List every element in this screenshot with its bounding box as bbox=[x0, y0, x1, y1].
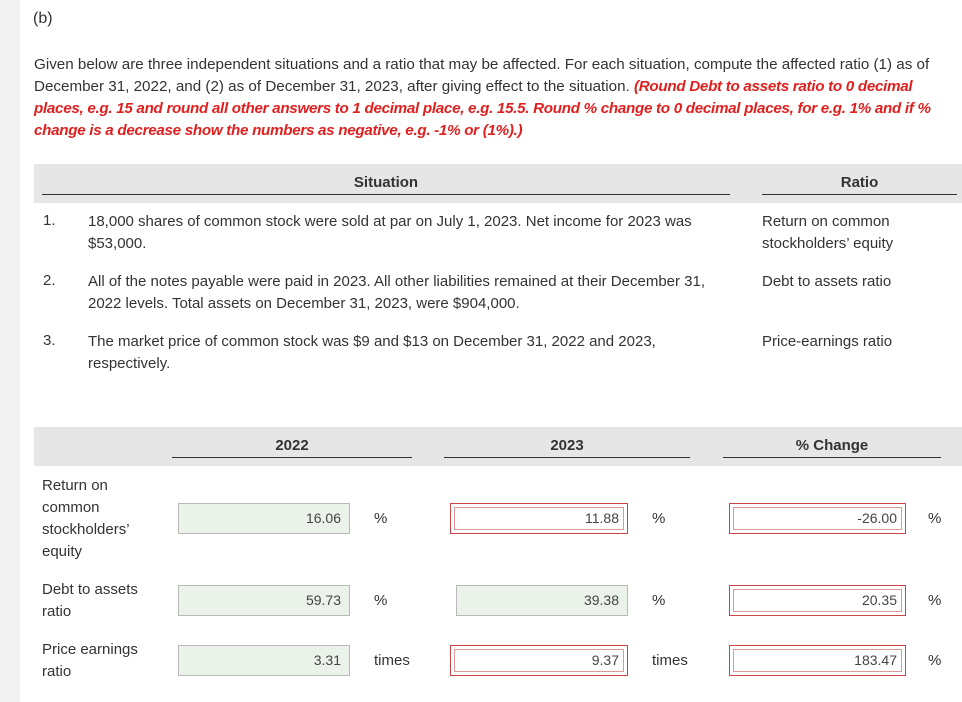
pe-2023-unit: times bbox=[652, 652, 688, 669]
pe-2023-input[interactable]: 9.37 bbox=[450, 645, 628, 676]
roe-2022-input[interactable]: 16.06 bbox=[178, 503, 350, 534]
roe-2022-unit: % bbox=[374, 510, 388, 527]
pe-change-input[interactable]: 183.47 bbox=[729, 645, 906, 676]
ratio-header: Ratio bbox=[840, 174, 879, 191]
instructions-text: Given below are three independent situations and a ratio that may be affected. For each situation, compute the affected ratio (1) as of December 31, 2022, and (2) as of December 31, 2023, after giving effect to the situation. bbox=[34, 56, 930, 95]
situation-header-underline bbox=[42, 194, 730, 195]
roe-change-input[interactable]: -26.00 bbox=[729, 503, 906, 534]
situation-text: The market price of common stock was $9 and $13 on December 31, 2022 and 2023, respectively. bbox=[88, 333, 656, 372]
instructions bbox=[34, 54, 960, 142]
situation-number: 1. bbox=[43, 212, 56, 229]
situation-ratio: Debt to assets ratio bbox=[762, 273, 892, 290]
situation-header: Situation bbox=[353, 174, 419, 191]
year-2023-underline bbox=[444, 457, 690, 458]
situation-number: 3. bbox=[43, 332, 56, 349]
pe-change-unit: % bbox=[928, 652, 942, 669]
debt-2023-input[interactable]: 39.38 bbox=[456, 585, 628, 616]
debt-change-unit: % bbox=[928, 592, 942, 609]
row-label-price-earnings: Price earnings ratio bbox=[42, 641, 138, 680]
situation-text: All of the notes payable were paid in 2023. All other liabilities remained at their December 31, 2022 levels. Total assets on December 31, 2023, were $904,000. bbox=[88, 273, 706, 312]
row-label-return-on-equity: Return on common stockholders’ equity bbox=[42, 477, 129, 560]
ratio-header-underline bbox=[762, 194, 957, 195]
pe-2022-unit: times bbox=[374, 652, 410, 669]
situation-text: 18,000 shares of common stock were sold at par on July 1, 2023. Net income for 2023 was $53,000. bbox=[88, 213, 692, 252]
debt-change-input[interactable]: 20.35 bbox=[729, 585, 906, 616]
left-margin-bar bbox=[0, 0, 20, 702]
debt-2022-unit: % bbox=[374, 592, 388, 609]
row-label-debt-to-assets: Debt to assets ratio bbox=[42, 581, 138, 620]
situation-number: 2. bbox=[43, 272, 56, 289]
year-2022-underline bbox=[172, 457, 412, 458]
rounding-note: (Round Debt to assets ratio to 0 decimal places, e.g. 15 and round all other answers to 1 decimal place, e.g. 15.5. Round % change to 0 decimal places, for e.g. 1% and if % change is a decrease show the numbers as negative, e.g. -1% or (1%).) bbox=[34, 78, 931, 139]
section-label: (b) bbox=[33, 10, 53, 27]
percent-change-underline bbox=[723, 457, 941, 458]
roe-2023-input[interactable]: 11.88 bbox=[450, 503, 628, 534]
debt-2022-input[interactable]: 59.73 bbox=[178, 585, 350, 616]
situation-ratio: Price-earnings ratio bbox=[762, 333, 893, 350]
year-2023-header: 2023 bbox=[550, 437, 584, 454]
year-2022-header: 2022 bbox=[275, 437, 309, 454]
percent-change-header: % Change bbox=[795, 437, 869, 454]
situation-ratio: Return on common stockholders’ equity bbox=[762, 213, 894, 252]
roe-change-unit: % bbox=[928, 510, 942, 527]
debt-2023-unit: % bbox=[652, 592, 666, 609]
pe-2022-input[interactable]: 3.31 bbox=[178, 645, 350, 676]
roe-2023-unit: % bbox=[652, 510, 666, 527]
